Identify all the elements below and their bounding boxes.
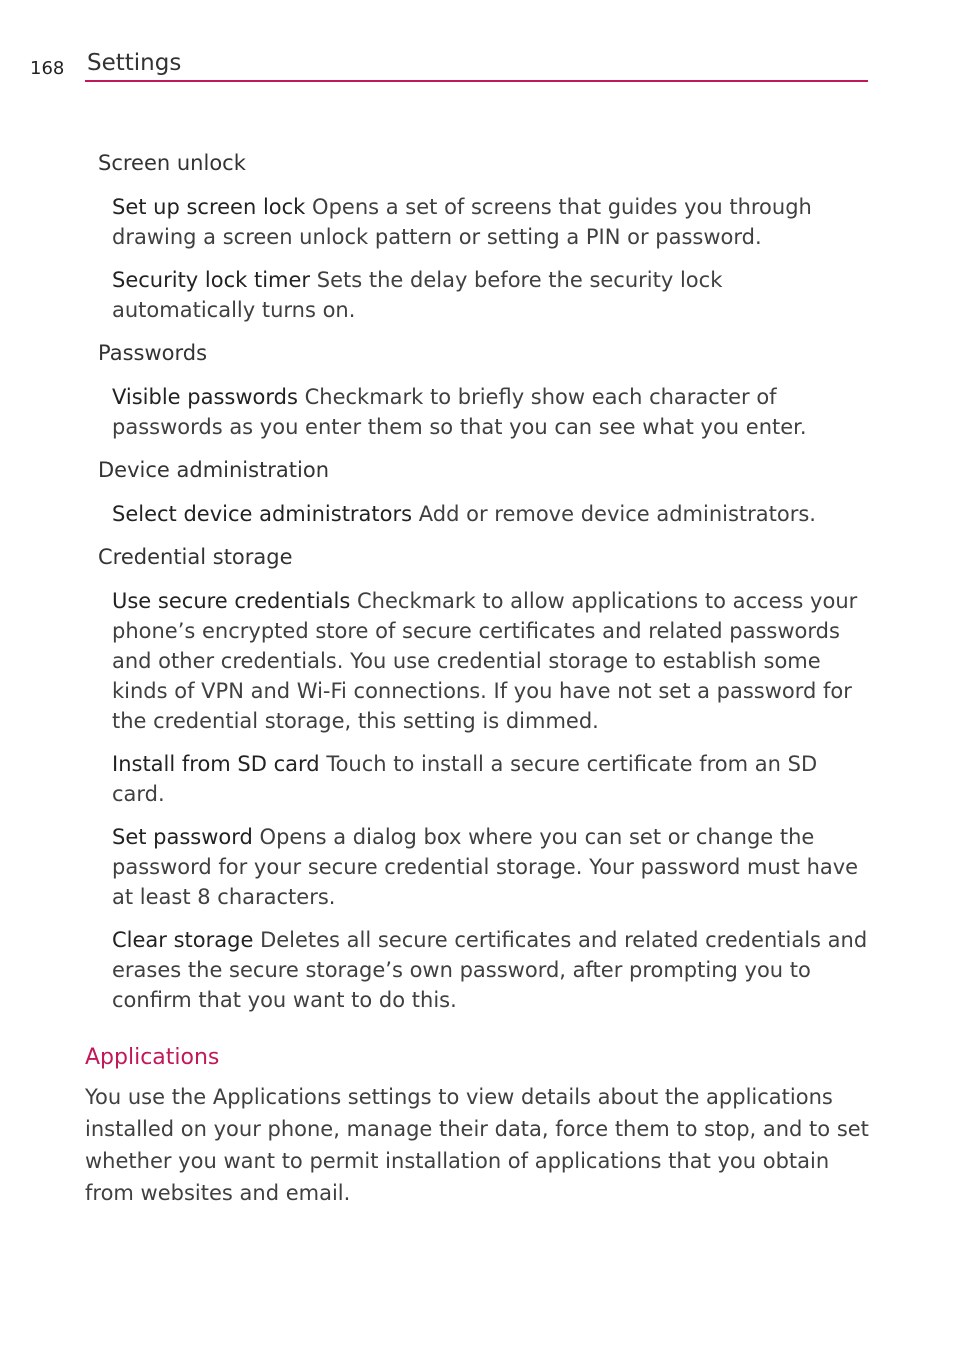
- group-heading-device-administration: Device administration: [98, 458, 330, 482]
- setting-item: [112, 192, 868, 252]
- page-header: [0, 0, 954, 90]
- setting-term: Install from SD card: [112, 752, 320, 776]
- setting-item: [112, 499, 868, 529]
- setting-description: Checkmark to briefly show each character of passwords as you enter them so that you can see what you enter.: [112, 385, 807, 439]
- setting-item: [112, 925, 868, 1015]
- group-heading-credential-storage: Credential storage: [98, 545, 293, 569]
- setting-term: Set up screen lock: [112, 195, 306, 219]
- setting-term: Set password: [112, 825, 253, 849]
- section-title: Settings: [87, 50, 182, 76]
- page-number: 168: [30, 58, 65, 79]
- applications-body: You use the Applications settings to view details about the applications installed on your phone, manage their data, force them to stop, and to set whether you want to permit installation of applications that you obtain from websites and email.: [85, 1085, 869, 1205]
- setting-term: Clear storage: [112, 928, 254, 952]
- setting-description: Touch to install a secure certificate from an SD card.: [112, 752, 818, 806]
- setting-item: [112, 382, 868, 442]
- setting-description: Opens a dialog box where you can set or change the password for your secure credential storage. Your password must have at least 8 characters.: [112, 825, 859, 909]
- group-heading-passwords: Passwords: [98, 341, 208, 365]
- setting-description: Checkmark to allow applications to access your phone’s encrypted store of secure certificates and related passwords and other credentials. You use credential storage to establish some kinds of VPN and Wi-Fi connections. If you have not set a password for the credential storage, this setting is dimmed.: [112, 589, 858, 733]
- group-heading-screen-unlock: Screen unlock: [98, 151, 246, 175]
- setting-description: Deletes all secure certificates and related credentials and erases the secure storage’s own password, after prompting you to confirm that you want to do this.: [112, 928, 868, 1012]
- setting-term: Select device administrators: [112, 502, 413, 526]
- setting-item: [112, 822, 868, 912]
- setting-term: Visible passwords: [112, 385, 298, 409]
- setting-description: Sets the delay before the security lock automatically turns on.: [112, 268, 723, 322]
- main-content: [0, 148, 954, 1209]
- setting-description: Opens a set of screens that guides you through drawing a screen unlock pattern or setting a PIN or password.: [112, 195, 812, 249]
- setting-term: Use secure credentials: [112, 589, 351, 613]
- setting-item: [112, 749, 868, 809]
- setting-term: Security lock timer: [112, 268, 311, 292]
- setting-item: [112, 586, 868, 736]
- setting-description: Add or remove device administrators.: [418, 502, 816, 526]
- header-divider: [85, 80, 868, 82]
- setting-item: [112, 265, 868, 325]
- applications-heading: Applications: [85, 1045, 220, 1070]
